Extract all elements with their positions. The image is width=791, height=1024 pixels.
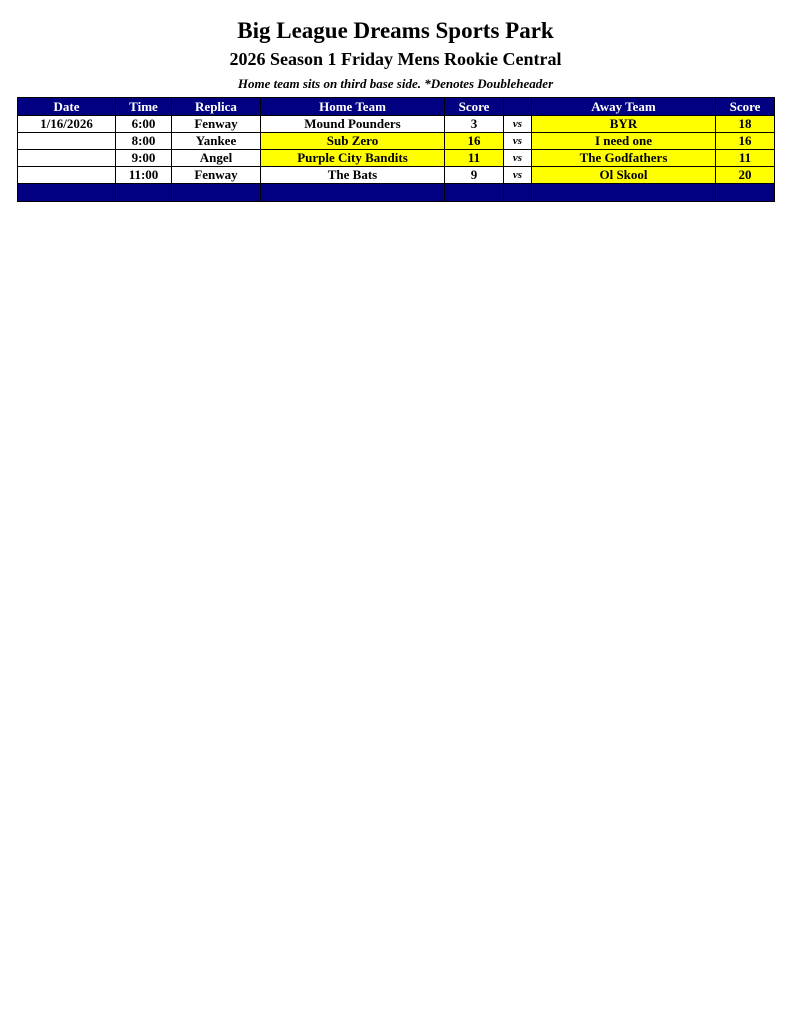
cell-replica: Yankee — [172, 133, 261, 150]
page-title: Big League Dreams Sports Park — [237, 18, 554, 43]
schedule-table — [17, 97, 775, 202]
cell-away-score: 20 — [716, 167, 775, 184]
cell-replica: Angel — [172, 150, 261, 167]
cell-home-team: Mound Pounders — [261, 116, 445, 133]
cell-replica: Fenway — [172, 116, 261, 133]
cell-home-score: 3 — [445, 116, 504, 133]
schedule-body — [18, 116, 775, 184]
table-row — [18, 167, 775, 184]
cell-away-team: The Godfathers — [532, 150, 716, 167]
cell-vs: vs — [504, 150, 532, 167]
cell-time: 8:00 — [116, 133, 172, 150]
cell-vs: vs — [504, 116, 532, 133]
cell-away-team: I need one — [532, 133, 716, 150]
cell-home-score: 16 — [445, 133, 504, 150]
cell-date — [18, 150, 116, 167]
cell-replica: Fenway — [172, 167, 261, 184]
cell-away-team: Ol Skool — [532, 167, 716, 184]
schedule-note: Home team sits on third base side. *Denotes Doubleheader — [237, 76, 554, 91]
table-row — [18, 150, 775, 167]
cell-home-team: Purple City Bandits — [261, 150, 445, 167]
cell-home-team: The Bats — [261, 167, 445, 184]
cell-away-team: BYR — [532, 116, 716, 133]
cell-date: 1/16/2026 — [18, 116, 116, 133]
cell-home-score: 11 — [445, 150, 504, 167]
cell-vs: vs — [504, 167, 532, 184]
table-header-row — [18, 98, 775, 116]
cell-date — [18, 133, 116, 150]
column-header-home-team: Home Team — [261, 98, 445, 116]
cell-away-score: 16 — [716, 133, 775, 150]
column-header-away-team: Away Team — [532, 98, 716, 116]
cell-away-score: 11 — [716, 150, 775, 167]
cell-date — [18, 167, 116, 184]
cell-time: 6:00 — [116, 116, 172, 133]
column-header-away-score: Score — [716, 98, 775, 116]
table-row — [18, 133, 775, 150]
table-row — [18, 116, 775, 133]
cell-vs: vs — [504, 133, 532, 150]
cell-away-score: 18 — [716, 116, 775, 133]
cell-home-team: Sub Zero — [261, 133, 445, 150]
column-header-date: Date — [18, 98, 116, 116]
column-header-time: Time — [116, 98, 172, 116]
column-header-home-score: Score — [445, 98, 504, 116]
cell-time: 9:00 — [116, 150, 172, 167]
column-header-vs — [504, 98, 532, 116]
page-subtitle: 2026 Season 1 Friday Mens Rookie Central — [229, 49, 562, 69]
cell-time: 11:00 — [116, 167, 172, 184]
table-footer-row — [18, 184, 775, 202]
cell-home-score: 9 — [445, 167, 504, 184]
column-header-replica: Replica — [172, 98, 261, 116]
